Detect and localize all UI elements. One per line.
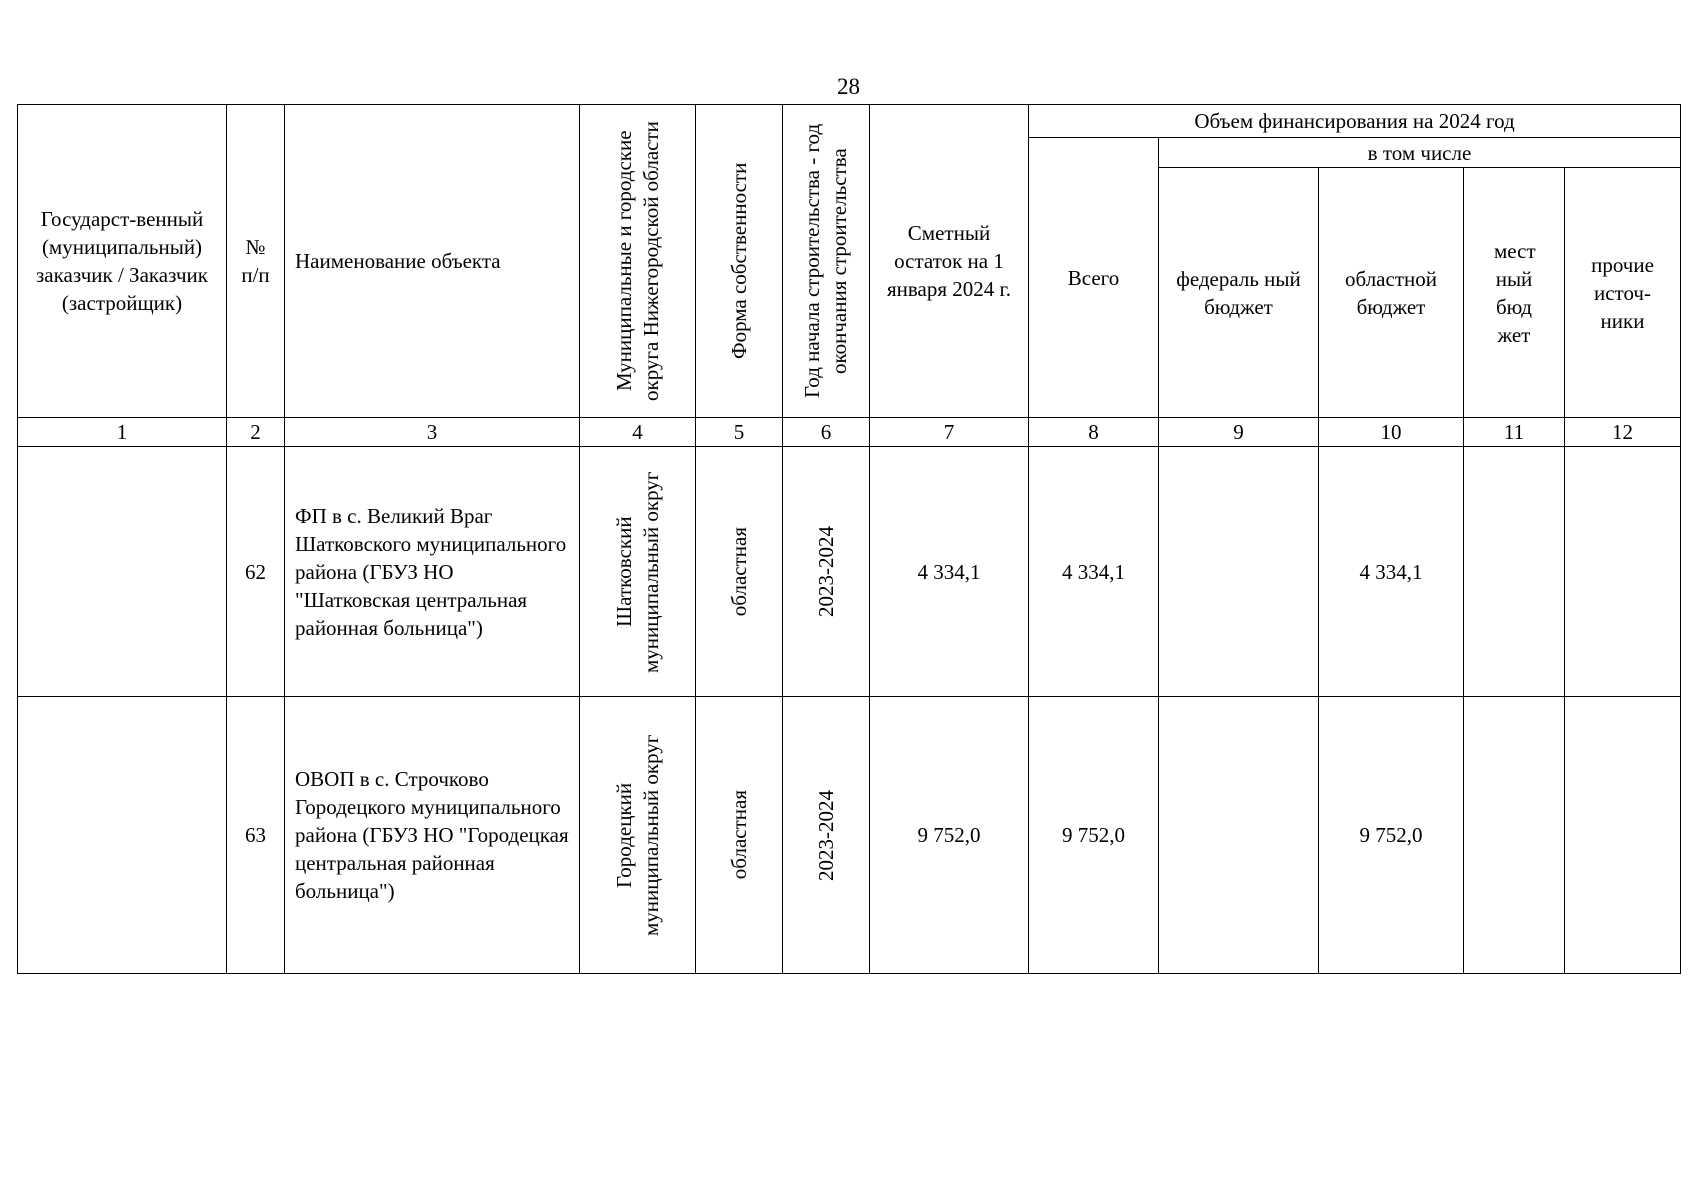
header-row-1: [18, 105, 1681, 138]
column-number: 12: [1565, 418, 1681, 447]
header-years: [783, 105, 870, 418]
page-number: 28: [837, 74, 860, 99]
column-number: 6: [783, 418, 870, 447]
row-other: [1565, 697, 1681, 974]
row-estimate-balance: 9 752,0: [870, 697, 1029, 974]
header-local: мест ный бюд жет: [1464, 168, 1565, 418]
column-number: 4: [580, 418, 696, 447]
row-other: [1565, 447, 1681, 697]
row-municipality-text: Шатковский муниципальный округ: [611, 470, 663, 673]
row-municipality-text: Городецкий муниципальный округ: [611, 734, 663, 936]
row-municipality: [580, 447, 696, 697]
header-including: в том числе: [1159, 138, 1681, 168]
row-customer: [18, 697, 227, 974]
header-financing-total: Объем финансирования на 2024 год: [1029, 105, 1681, 138]
row-ownership: [696, 447, 783, 697]
table-row: [18, 447, 1681, 697]
row-ownership-text: областная: [726, 790, 751, 880]
header-regional: областной бюджет: [1319, 168, 1464, 418]
row-customer: [18, 447, 227, 697]
row-ownership-text: областная: [726, 526, 751, 617]
column-number: 11: [1464, 418, 1565, 447]
column-number: 1: [18, 418, 227, 447]
financing-table: [17, 104, 1681, 974]
row-object-name: ФП в с. Великий Враг Шатковского муниципального района (ГБУЗ НО "Шатковская центральная районная больница"): [285, 447, 580, 697]
row-regional: 9 752,0: [1319, 697, 1464, 974]
row-total: 4 334,1: [1029, 447, 1159, 697]
row-municipality: [580, 697, 696, 974]
row-years-text: 2023-2024: [813, 789, 838, 881]
header-ownership: [696, 105, 783, 418]
column-number: 3: [285, 418, 580, 447]
header-years-text: Год начала строительства - год окончания строительства: [800, 123, 851, 399]
header-object-name: Наименование объекта: [285, 105, 580, 418]
header-customer: Государст-венный (муниципальный) заказчик / Заказчик (застройщик): [18, 105, 227, 418]
header-federal: федераль ный бюджет: [1159, 168, 1319, 418]
header-other: прочие источ-ники: [1565, 168, 1681, 418]
row-number: 62: [227, 447, 285, 697]
column-number: 7: [870, 418, 1029, 447]
header-municipality-text: Муниципальные и городские округа Нижегородской области: [611, 121, 663, 401]
header-number: № п/п: [227, 105, 285, 418]
row-estimate-balance: 4 334,1: [870, 447, 1029, 697]
row-years: [783, 447, 870, 697]
header-ownership-text: Форма собственности: [726, 162, 751, 360]
row-number: 63: [227, 697, 285, 974]
row-local: [1464, 697, 1565, 974]
row-years-text: 2023-2024: [813, 526, 838, 617]
row-object-name: ОВОП в с. Строчково Городецкого муниципального района (ГБУЗ НО "Городецкая центральная районная больница"): [285, 697, 580, 974]
row-federal: [1159, 697, 1319, 974]
header-municipality: [580, 105, 696, 418]
column-number: 5: [696, 418, 783, 447]
row-years: [783, 697, 870, 974]
header-total: Всего: [1029, 138, 1159, 418]
table-row: [18, 697, 1681, 974]
row-ownership: [696, 697, 783, 974]
row-total: 9 752,0: [1029, 697, 1159, 974]
column-numbers-row: [18, 418, 1681, 447]
row-regional: 4 334,1: [1319, 447, 1464, 697]
header-estimate-balance: Сметный остаток на 1 января 2024 г.: [870, 105, 1029, 418]
column-number: 8: [1029, 418, 1159, 447]
column-number: 2: [227, 418, 285, 447]
row-federal: [1159, 447, 1319, 697]
row-local: [1464, 447, 1565, 697]
column-number: 9: [1159, 418, 1319, 447]
column-number: 10: [1319, 418, 1464, 447]
